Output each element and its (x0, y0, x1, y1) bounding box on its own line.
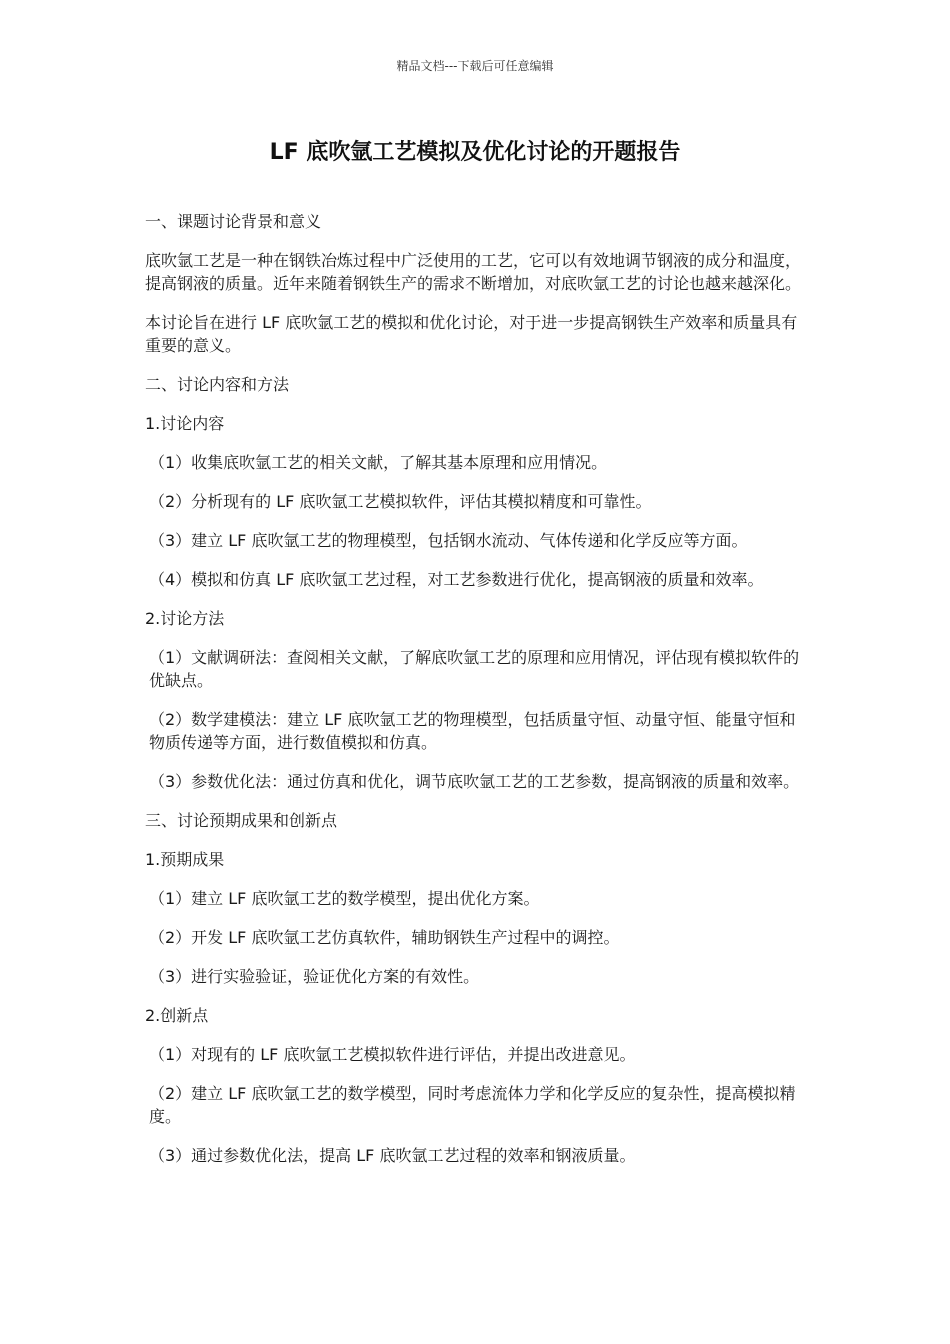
section-heading-outcomes: 三、讨论预期成果和创新点 (145, 811, 338, 830)
subheading-content: 1.讨论内容 (145, 414, 225, 433)
list-item-innovations-3: （3）通过参数优化法，提高 LF 底吹氩工艺过程的效率和钢液质量。 (149, 1146, 636, 1165)
list-item-innovations-2: （2）建立 LF 底吹氩工艺的数学模型，同时考虑流体力学和化学反应的复杂性，提高模拟精度。 (149, 1084, 796, 1126)
subheading-innovations: 2.创新点 (145, 1006, 209, 1025)
list-item-content-3: （3）建立 LF 底吹氩工艺的物理模型，包括钢水流动、气体传递和化学反应等方面。 (149, 531, 748, 550)
subheading-expected-outcomes: 1.预期成果 (145, 850, 225, 869)
list-item-outcomes-3: （3）进行实验验证，验证优化方案的有效性。 (149, 967, 480, 986)
list-item-outcomes-2: （2）开发 LF 底吹氩工艺仿真软件，辅助钢铁生产过程中的调控。 (149, 928, 620, 947)
paragraph-background-2: 本讨论旨在进行 LF 底吹氩工艺的模拟和优化讨论，对于进一步提高钢铁生产效率和质量具有重要的意义。 (145, 313, 798, 355)
document-body (145, 210, 810, 1183)
list-item-methods-3: （3）参数优化法：通过仿真和优化，调节底吹氩工艺的工艺参数，提高钢液的质量和效率。 (149, 772, 800, 791)
document-title: LF 底吹氩工艺模拟及优化讨论的开题报告 (269, 140, 681, 165)
section-heading-background: 一、课题讨论背景和意义 (145, 212, 322, 231)
list-item-outcomes-1: （1）建立 LF 底吹氩工艺的数学模型，提出优化方案。 (149, 889, 540, 908)
page-header: 精品文档---下载后可任意编辑 (396, 59, 554, 73)
section-heading-content-methods: 二、讨论内容和方法 (145, 375, 290, 394)
list-item-methods-2: （2）数学建模法：建立 LF 底吹氩工艺的物理模型，包括质量守恒、动量守恒、能量守恒和物质传递等方面，进行数值模拟和仿真。 (149, 710, 796, 752)
list-item-content-4: （4）模拟和仿真 LF 底吹氩工艺过程，对工艺参数进行优化，提高钢液的质量和效率。 (149, 570, 764, 589)
list-item-innovations-1: （1）对现有的 LF 底吹氩工艺模拟软件进行评估，并提出改进意见。 (149, 1045, 636, 1064)
paragraph-background-1: 底吹氩工艺是一种在钢铁冶炼过程中广泛使用的工艺，它可以有效地调节钢液的成分和温度，提高钢液的质量。近年来随着钢铁生产的需求不断增加，对底吹氩工艺的讨论也越来越深化。 (145, 251, 802, 293)
list-item-content-2: （2）分析现有的 LF 底吹氩工艺模拟软件，评估其模拟精度和可靠性。 (149, 492, 652, 511)
subheading-methods: 2.讨论方法 (145, 609, 225, 628)
list-item-methods-1: （1）文献调研法：查阅相关文献，了解底吹氩工艺的原理和应用情况，评估现有模拟软件的优缺点。 (149, 648, 800, 690)
list-item-content-1: （1）收集底吹氩工艺的相关文献，了解其基本原理和应用情况。 (149, 453, 608, 472)
